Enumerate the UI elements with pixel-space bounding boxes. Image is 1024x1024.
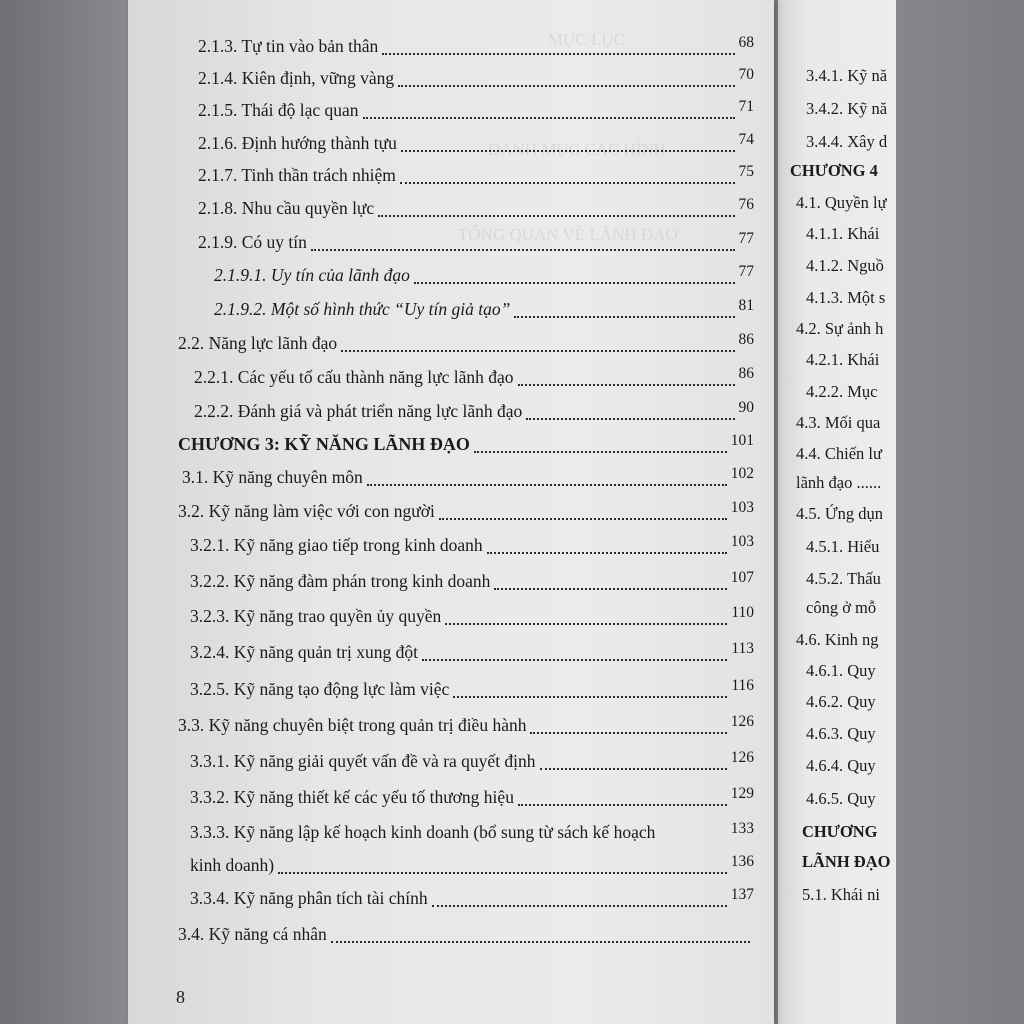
toc-entry: [128, 228, 768, 258]
toc-entry: [778, 440, 896, 468]
toc-entry-title: 2.1.7. Tinh thần trách nhiệm: [198, 165, 396, 185]
toc-page-number: 86: [738, 331, 754, 348]
toc-entry-title: 4.6.1. Quy: [806, 661, 876, 680]
toc-entry: [128, 747, 768, 777]
toc-leader-dots: [367, 484, 727, 486]
page-number: 8: [176, 987, 185, 1007]
toc-page-number: 103: [730, 533, 754, 550]
toc-entry-title: 3.3.4. Kỹ năng phân tích tài chính: [190, 888, 428, 908]
toc-entry-title: 4.2. Sự ảnh h: [796, 319, 884, 338]
toc-page-number: 71: [738, 98, 754, 115]
toc-page-number: 74: [738, 131, 754, 148]
toc-leader-dots: [514, 316, 734, 318]
toc-entry-title: 2.1.9. Có uy tín: [198, 232, 307, 252]
toc-entry: [778, 626, 896, 654]
toc-entry: [128, 567, 768, 597]
toc-entry: [778, 252, 896, 280]
toc-entry: [128, 363, 768, 393]
toc-page-number: 110: [731, 604, 754, 621]
toc-entry: [778, 533, 896, 561]
toc-page-number: 86: [738, 365, 754, 382]
toc-entry-title: 4.6. Kinh ng: [796, 630, 879, 649]
toc-entry-title: 2.1.8. Nhu cầu quyền lực: [198, 198, 375, 218]
toc-entry: [778, 315, 896, 343]
toc-entry-title: 2.2.1. Các yếu tố cấu thành năng lực lãnh đạo: [194, 367, 514, 387]
toc-entry-title: 3.1. Kỹ năng chuyên môn: [182, 467, 363, 487]
toc-entry: [778, 594, 896, 622]
toc-page-number: 137: [730, 886, 754, 903]
toc-page-number: 76: [738, 196, 754, 213]
toc-entry-title: 2.1.5. Thái độ lạc quan: [198, 100, 359, 120]
toc-entry: [778, 62, 896, 90]
toc-entry-title: 2.1.3. Tự tin vào bản thân: [198, 36, 379, 56]
toc-entry: [778, 565, 896, 593]
toc-entry-title: 3.4.1. Kỹ nă: [806, 66, 888, 85]
toc-entry: [778, 346, 896, 374]
toc-entry-title: 2.1.9.2. Một số hình thức “Uy tín giả tạo”: [214, 299, 511, 319]
toc-leader-dots: [382, 53, 734, 55]
toc-leader-dots: [518, 384, 735, 386]
toc-entry-title: 2.1.9.1. Uy tín của lãnh đạo: [214, 265, 410, 285]
toc-page-number: 133: [730, 820, 754, 837]
toc-leader-dots: [432, 905, 727, 907]
toc-entry: [778, 500, 896, 528]
toc-page-number: 81: [738, 297, 754, 314]
toc-page-number: 70: [738, 66, 754, 83]
toc-chapter-entry: [778, 848, 896, 876]
toc-entry: [128, 884, 768, 914]
toc-entry-title: 3.2. Kỹ năng làm việc với con người: [178, 501, 435, 521]
toc-entry-title: 3.3.2. Kỹ năng thiết kế các yếu tố thương hiệu: [190, 787, 514, 807]
toc-entry: [778, 95, 896, 123]
toc-entry: [128, 96, 768, 126]
toc-entry: [128, 711, 768, 741]
toc-entry: [778, 469, 896, 497]
toc-entry: [778, 378, 896, 406]
toc-page-number: 102: [730, 465, 754, 482]
toc-chapter-entry: [778, 157, 896, 185]
toc-entry-title: 4.4. Chiến lư: [796, 444, 882, 463]
toc-page-number: 136: [730, 853, 754, 870]
toc-entry: [128, 129, 768, 159]
toc-entry-title: 5.1. Khái ni: [802, 885, 880, 904]
toc-entry-title: CHƯƠNG 3: KỸ NĂNG LÃNH ĐẠO: [178, 434, 470, 454]
toc-leader-dots: [494, 588, 726, 590]
toc-entry-title: 4.6.3. Quy: [806, 724, 876, 743]
toc-page-number: 126: [730, 749, 754, 766]
toc-page-number: 113: [731, 640, 754, 657]
toc-page-number: 103: [730, 499, 754, 516]
toc-page-number: 129: [730, 785, 754, 802]
toc-entry-title: 2.1.4. Kiên định, vững vàng: [198, 68, 395, 88]
toc-entry-title: kinh doanh): [190, 855, 275, 875]
toc-entry-title: lãnh đạo ......: [796, 473, 882, 492]
toc-entry: [128, 497, 768, 527]
bleed-through-text: TỔNG QUAN VỀ LÃNH ĐẠO: [458, 225, 678, 244]
toc-entry-title: CHƯƠNG: [802, 822, 878, 841]
toc-chapter-entry: [778, 818, 896, 846]
toc-entry-title: LÃNH ĐẠO: [802, 852, 891, 871]
toc-leader-dots: [363, 117, 735, 119]
toc-leader-dots: [331, 941, 750, 943]
toc-entry: [128, 920, 768, 950]
toc-leader-dots: [422, 659, 727, 661]
toc-leader-dots: [526, 418, 734, 420]
toc-entry: [778, 720, 896, 748]
toc-page-number: 68: [738, 34, 754, 51]
toc-entry-title: 3.2.3. Kỹ năng trao quyền ủy quyền: [190, 606, 442, 626]
background-left: [0, 0, 135, 1024]
toc-entry-title: 4.5.1. Hiểu: [806, 537, 880, 556]
toc-leader-dots: [398, 85, 734, 87]
toc-entry-title: 2.2.2. Đánh giá và phát triển năng lực lãnh đạo: [194, 401, 523, 421]
toc-entry-title: 2.1.6. Định hướng thành tựu: [198, 133, 397, 153]
toc-entry-title: 3.2.1. Kỹ năng giao tiếp trong kinh doanh: [190, 535, 483, 555]
toc-leader-dots: [378, 215, 734, 217]
toc-entry: [128, 194, 768, 224]
toc-leader-dots: [341, 350, 734, 352]
toc-entry-title: 4.3. Mối qua: [796, 413, 881, 432]
toc-entry-title: 4.2.1. Khái: [806, 350, 880, 369]
toc-entry: [128, 329, 768, 359]
toc-entry-title: 3.3.3. Kỹ năng lập kế hoạch kinh doanh (bổ sung từ sách kế hoạch: [190, 822, 656, 842]
toc-leader-dots: [401, 150, 735, 152]
toc-entry: [778, 881, 896, 909]
toc-entry: [778, 284, 896, 312]
toc-entry: [128, 397, 768, 427]
toc-entry-title: 4.5.2. Thấu: [806, 569, 881, 588]
toc-entry-title: 4.6.2. Quy: [806, 692, 876, 711]
toc-leader-dots: [530, 732, 726, 734]
toc-leader-dots: [474, 451, 727, 453]
toc-entry-title: 3.4. Kỹ năng cá nhân: [178, 924, 327, 944]
toc-entry-title: 3.3.1. Kỹ năng giải quyết vấn đề và ra quyết định: [190, 751, 536, 771]
toc-entry: [128, 463, 768, 493]
toc-leader-dots: [439, 518, 727, 520]
toc-entry-title: 4.2.2. Mục: [806, 382, 878, 401]
toc-entry-title: 4.1. Quyền lự: [796, 193, 887, 212]
toc-entry: [128, 675, 768, 705]
toc-leader-dots: [445, 623, 727, 625]
toc-entry-title: 4.1.3. Một s: [806, 288, 886, 307]
toc-entry-title: 3.2.4. Kỹ năng quản trị xung đột: [190, 642, 418, 662]
toc-entry: [128, 851, 768, 881]
toc-page-number: 107: [730, 569, 754, 586]
toc-entry-title: CHƯƠNG 4: [790, 161, 878, 180]
toc-entry: [778, 785, 896, 813]
toc-page-number: 75: [738, 163, 754, 180]
bleed-through-text: DANH MỤC CÁC HÌNH: [488, 140, 667, 159]
toc-entry-title: 4.1.2. Nguồ: [806, 256, 884, 275]
toc-entry: [778, 220, 896, 248]
toc-page-number: 101: [730, 432, 754, 449]
toc-entry-title: 3.2.2. Kỹ năng đàm phán trong kinh doanh: [190, 571, 491, 591]
book-page-right: [778, 0, 896, 1024]
background-right: [896, 0, 1024, 1024]
toc-entry-title: 2.2. Năng lực lãnh đạo: [178, 333, 338, 353]
toc-entry-title: 3.3. Kỹ năng chuyên biệt trong quản trị điều hành: [178, 715, 527, 735]
toc-entry: [778, 688, 896, 716]
toc-page-number: 77: [738, 230, 754, 247]
toc-entry-title: 3.4.2. Kỹ nă: [806, 99, 888, 118]
toc-entry: [128, 783, 768, 813]
toc-entry: [128, 64, 768, 94]
toc-leader-dots: [518, 804, 727, 806]
toc-page-number: 126: [730, 713, 754, 730]
toc-entry: [778, 657, 896, 685]
toc-entry: [128, 818, 768, 848]
bleed-through-text: MỤC LỤC: [548, 30, 625, 49]
toc-chapter-entry: [128, 430, 768, 460]
toc-entry: [128, 638, 768, 668]
toc-entry-title: 4.1.1. Khái: [806, 224, 880, 243]
toc-entry: [128, 531, 768, 561]
toc-entry-title: 4.6.4. Quy: [806, 756, 876, 775]
toc-entry-title: công ở mỗ: [806, 598, 877, 617]
toc-leader-dots: [453, 696, 727, 698]
toc-entry: [778, 409, 896, 437]
toc-leader-dots: [487, 552, 727, 554]
toc-entry-title: 3.2.5. Kỹ năng tạo động lực làm việc: [190, 679, 450, 699]
toc-leader-dots: [414, 282, 735, 284]
toc-entry: [128, 602, 768, 632]
toc-leader-dots: [311, 249, 735, 251]
toc-leader-dots: [400, 182, 735, 184]
toc-entry-title: 4.6.5. Quy: [806, 789, 876, 808]
toc-page-number: 90: [738, 399, 754, 416]
toc-entry: [778, 128, 896, 156]
toc-entry: [128, 295, 768, 325]
toc-page-number: 77: [738, 263, 754, 280]
toc-entry: [778, 752, 896, 780]
book-page-left: [128, 0, 774, 1024]
toc-entry: [778, 189, 896, 217]
toc-entry-title: 3.4.4. Xây d: [806, 132, 888, 151]
toc-leader-dots: [540, 768, 727, 770]
toc-entry-title: 4.5. Ứng dụn: [796, 504, 884, 523]
toc-entry: [128, 32, 768, 62]
toc-page-number: 116: [731, 677, 754, 694]
toc-entry: [128, 261, 768, 291]
toc-entry: [128, 161, 768, 191]
toc-leader-dots: [278, 872, 727, 874]
